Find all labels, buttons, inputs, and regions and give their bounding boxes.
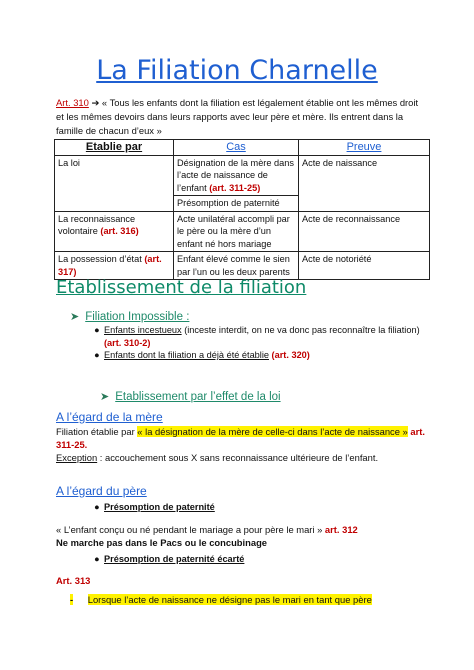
cell-article: (art. 316) — [100, 226, 139, 236]
table-row — [55, 155, 430, 196]
subheading-text: Filiation Impossible : — [85, 311, 190, 323]
heading-mere: A l’égard de la mère — [56, 410, 163, 424]
list-item-text: (inceste interdit, on ne va donc pas reconnaître la filiation) — [181, 325, 420, 335]
highlighted-text: Lorsque l’acte de naissance ne désigne pas le mari en tant que père — [87, 594, 372, 605]
list-item-label: Enfants dont la filiation a déjà été établie — [104, 350, 269, 360]
list-item-label: Présomption de paternité — [104, 502, 215, 512]
header-cas: Cas — [174, 140, 299, 156]
table-cell — [299, 155, 430, 211]
exception-label: Exception — [56, 452, 98, 463]
cell-text: Acte de notoriété — [302, 254, 372, 264]
table-row — [55, 252, 430, 280]
cell-article: (art. 317) — [58, 254, 162, 277]
table-cell — [299, 211, 430, 252]
table-cell — [55, 252, 174, 280]
table-cell — [174, 155, 299, 196]
list-item-label: Présomption de paternité écarté — [104, 554, 245, 564]
cell-text: Acte de naissance — [302, 157, 378, 168]
list-item — [70, 593, 430, 606]
table-cell — [174, 196, 299, 212]
cell-text: Enfant élevé comme le sien par l’un ou les deux parents — [177, 254, 290, 277]
list-item-label: Enfants incestueux — [104, 325, 182, 335]
table-cell — [299, 252, 430, 280]
cell-text: Acte de reconnaissance — [302, 213, 401, 224]
dash-bullet: - — [70, 594, 74, 605]
bullet-icon: ● — [94, 350, 100, 360]
cell-text: Présomption de paternité — [177, 198, 280, 208]
table-row — [55, 211, 430, 252]
highlighted-text: « la désignation de la mère de celle-ci dans l’acte de naissance » — [137, 426, 408, 437]
arrowhead-bullet-icon: ➤ — [100, 391, 110, 403]
bullet-icon: ● — [94, 502, 100, 512]
paragraph-exception — [56, 451, 428, 464]
table-header-row — [55, 140, 430, 156]
arrow-icon: ➔ — [91, 97, 100, 108]
cell-text: Désignation de la mère dans l’acte de naissance de l’enfant — [177, 157, 294, 193]
cell-text: La possession d’état — [58, 254, 145, 264]
header-etablie-par: Etablie par — [55, 140, 174, 156]
subheading-effet-de-la-loi — [100, 390, 281, 403]
list-item — [94, 349, 434, 362]
subheading-filiation-impossible — [70, 310, 189, 323]
subheading-text: Etablissement par l’effet de la loi — [115, 391, 281, 403]
intro-text: « Tous les enfants dont la filiation est légalement établie ont les mêmes droit et les mêmes devoirs dans leurs rapports avec leur père et mère. Ils entrent dans la famille de chacun d’eux » — [56, 97, 419, 136]
table-cell — [55, 211, 174, 252]
filiation-table — [54, 139, 430, 280]
quote-text: « L’enfant conçu ou né pendant le mariage a pour père le mari » — [56, 524, 323, 535]
paragraph-bold-note: Ne marche pas dans le Pacs ou le concubinage — [56, 537, 268, 548]
bullet-icon: ● — [94, 554, 100, 564]
quote-article: art. 312 — [322, 524, 358, 535]
cell-text: La loi — [58, 157, 80, 168]
cell-article: (art. 311-25) — [209, 182, 261, 193]
exception-text: : accouchement sous X sans reconnaissance ultérieure de l’enfant. — [97, 452, 379, 463]
cell-text: Acte unilatéral accompli par le père ou la mère d’un enfant né hors mariage — [177, 213, 290, 249]
list-item — [94, 553, 434, 566]
bullet-icon: ● — [94, 325, 100, 335]
list-item — [94, 324, 434, 350]
arrowhead-bullet-icon: ➤ — [70, 311, 80, 323]
paragraph-article: art. 311-25. — [56, 426, 425, 450]
page-title: La Filiation Charnelle — [96, 55, 378, 86]
article-313: Art. 313 — [56, 575, 91, 586]
table-cell — [174, 211, 299, 252]
table-cell — [55, 155, 174, 211]
heading-pere: A l’égard du père — [56, 484, 147, 498]
paragraph-quote — [56, 523, 428, 536]
list-item-article: (art. 310-2) — [104, 338, 151, 348]
list-item — [94, 501, 434, 514]
table-cell — [174, 252, 299, 280]
intro-article: Art. 310 — [56, 97, 89, 108]
list-item-article: (art. 320) — [271, 350, 310, 360]
cell-text: La reconnaissance volontaire — [58, 213, 136, 236]
paragraph-mere — [56, 425, 428, 451]
header-preuve: Preuve — [299, 140, 430, 156]
section-heading: Etablissement de la filiation — [56, 277, 307, 298]
paragraph-text: Filiation établie par — [56, 426, 138, 437]
intro-paragraph — [56, 96, 428, 138]
